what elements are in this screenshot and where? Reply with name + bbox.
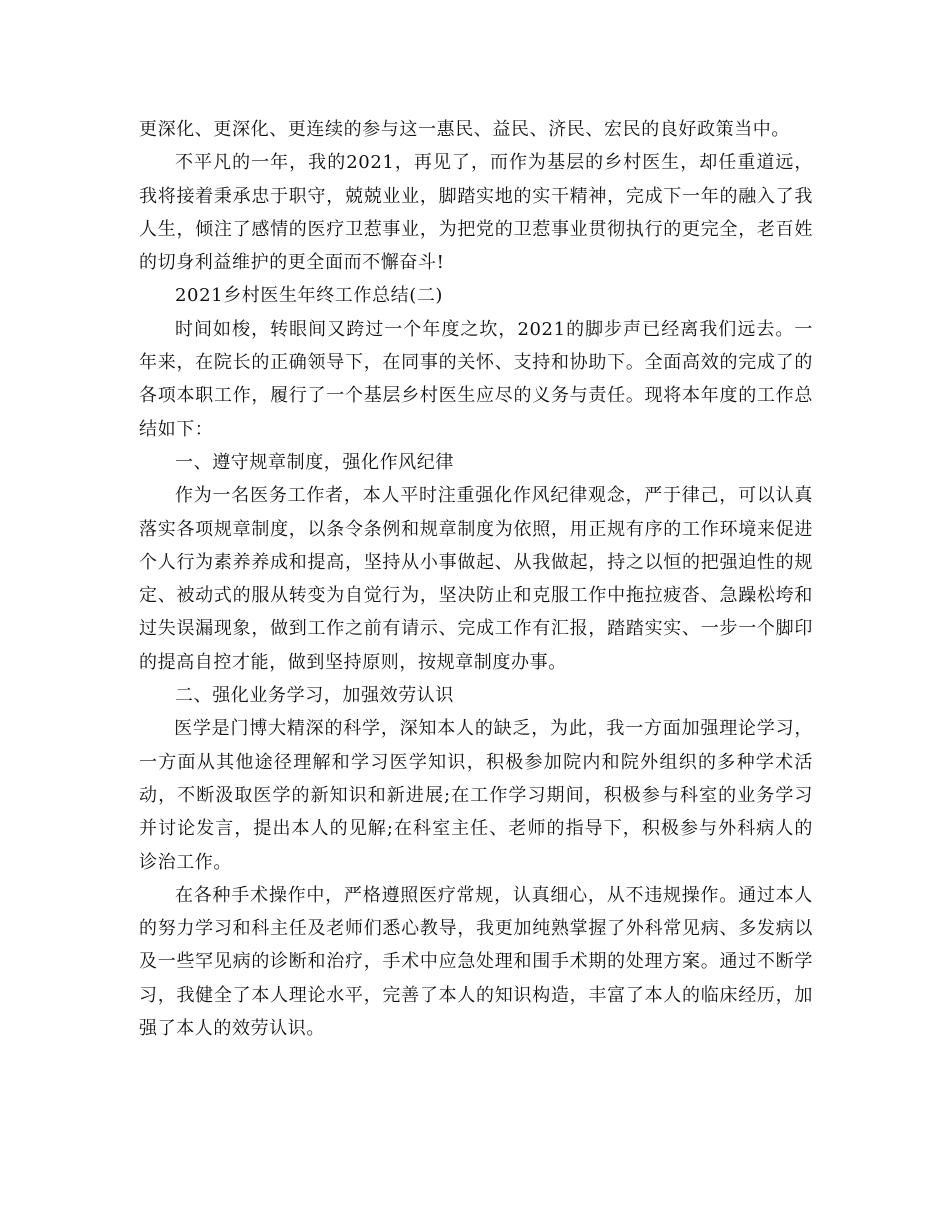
heading-study: 二、强化业务学习，加强效劳认识 xyxy=(175,685,454,707)
paragraph-surgery: 在各种手术操作中，严格遵照医疗常规，认真细心，从不违规操作。通过本人的努力学习和科主任及老师们悉心教导，我更加纯熟掌握了外科常见病、多发病以及一些罕见病的诊断和治疗，手术中应急处理和围手术期的处理方案。通过不断学习，我健全了本人理论水平，完善了本人的知识构造，丰富了本人的临床经历，加强了本人的效劳认识。 xyxy=(139,884,813,1040)
paragraph-study: 医学是门博大精深的科学，深知本人的缺乏，为此，我一方面加强理论学习，一方面从其他途径理解和学习医学知识，积极参加院内和院外组织的多种学术活动，不断汲取医学的新知识和新进展;在工作学习期间，积极参与科室的业务学习并讨论发言，提出本人的见解;在科室主任、老师的指导下，积极参与外科病人的诊治工作。 xyxy=(139,718,813,873)
paragraph-rules: 作为一名医务工作者，本人平时注重强化作风纪律观念，严于律己，可以认真落实各项规章制度，以条令条例和规章制度为依照，用正规有序的工作环境来促进个人行为素养养成和提高，坚持从小事做起、从我做起，持之以恒的把强迫性的规定、被动式的服从转变为自觉行为，坚决防止和克服工作中拖拉疲沓、急躁松垮和过失误漏现象，做到工作之前有请示、完成工作有汇报，踏踏实实、一步一个脚印的提高自控才能，做到坚持原则，按规章制度办事。 xyxy=(139,485,813,673)
paragraph-continuation: 更深化、更深化、更连续的参与这一惠民、益民、济民、宏民的良好政策当中。 xyxy=(139,119,790,140)
heading-rules: 一、遵守规章制度，强化作风纪律 xyxy=(175,451,454,473)
paragraph-intro: 时间如梭，转眼间又跨过一个年度之坎，2021的脚步声已经离我们远去。一年来，在院长的正确领导下，在同事的关怀、支持和协助下。全面高效的完成了的各项本职工作，履行了一个基层乡村医生应尽的义务与责任。现将本年度的工作总结如下： xyxy=(139,318,813,440)
paragraph-farewell: 不平凡的一年，我的2021，再见了，而作为基层的乡村医生，却任重道远，我将接着秉承忠于职守，兢兢业业，脚踏实地的实干精神，完成下一年的融入了我人生，倾注了感情的医疗卫惹事业，为把党的卫惹事业贯彻执行的更完全，老百姓的切身利益维护的更全面而不懈奋斗! xyxy=(139,152,813,274)
document-body xyxy=(139,113,813,1045)
section-title: 2021乡村医生年终工作总结(二) xyxy=(175,285,444,307)
